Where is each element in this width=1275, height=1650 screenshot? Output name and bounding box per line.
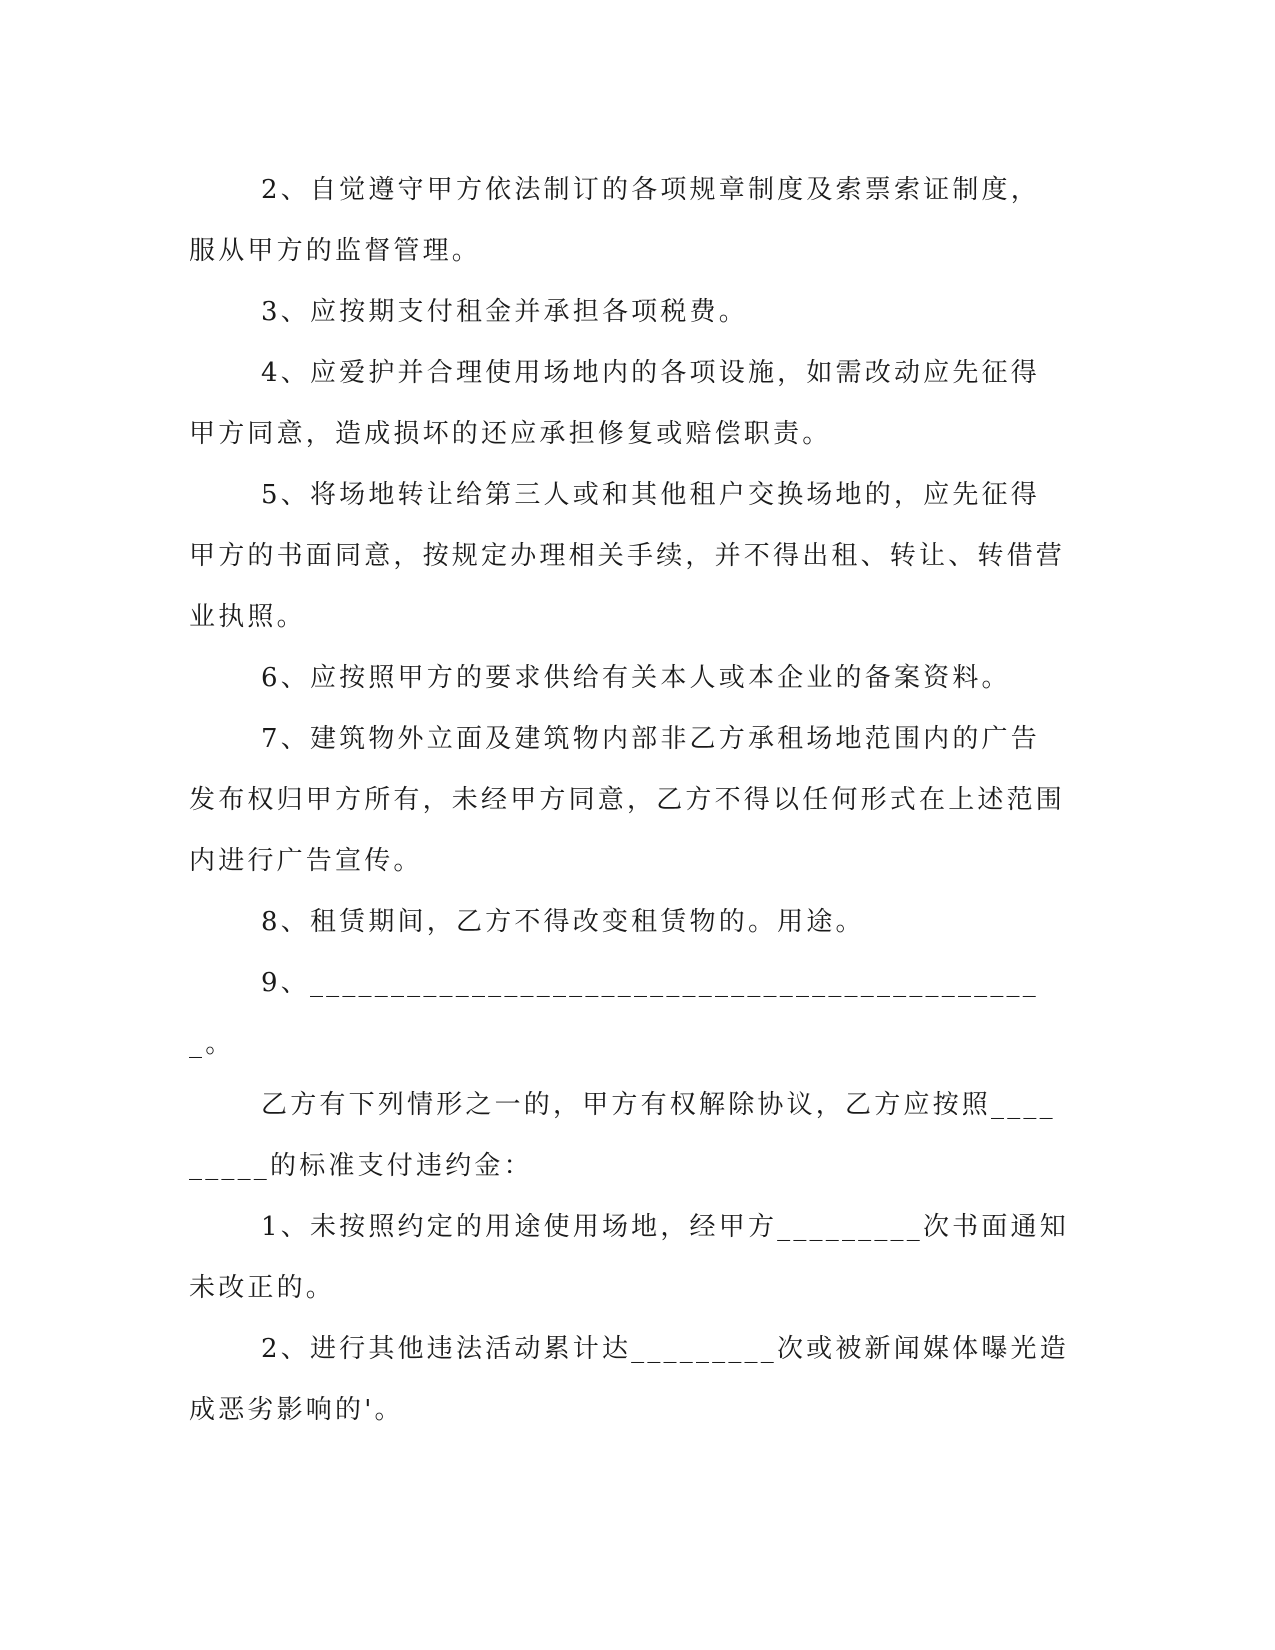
termination-item-1: 1、未按照约定的用途使用场地，经甲方_________次书面通知未改正的。: [189, 1212, 1069, 1303]
document-body: [189, 160, 1069, 1441]
termination-item-2: 2、进行其他违法活动累计达_________次或被新闻媒体曝光造成恶劣影响的'。: [189, 1334, 1069, 1425]
clause-5-transfer-site: 5、将场地转让给第三人或和其他租户交换场地的，应先征得甲方的书面同意，按规定办理相关手续，并不得出租、转让、转借营业执照。: [189, 480, 1066, 632]
clause-8-usage: 8、租赁期间，乙方不得改变租赁物的。用途。: [261, 907, 865, 937]
clause-2-obey-rules: 2、自觉遵守甲方依法制订的各项规章制度及索票索证制度，服从甲方的监督管理。: [189, 175, 1040, 266]
clause-6-filing-materials: 6、应按照甲方的要求供给有关本人或本企业的备案资料。: [261, 663, 1011, 693]
clause-4-protect-facilities: 4、应爱护并合理使用场地内的各项设施，如需改动应先征得甲方同意，造成损坏的还应承担修复或赔偿职责。: [189, 358, 1040, 449]
termination-intro: 乙方有下列情形之一的，甲方有权解除协议，乙方应按照_________的标准支付违约金：: [189, 1090, 1056, 1181]
clause-9-blank: 9、______________________________________________。: [189, 968, 1039, 1059]
clause-3-pay-rent: 3、应按期支付租金并承担各项税费。: [261, 297, 748, 327]
clause-7-advertising-rights: 7、建筑物外立面及建筑物内部非乙方承租场地范围内的广告发布权归甲方所有，未经甲方同意，乙方不得以任何形式在上述范围内进行广告宣传。: [189, 724, 1066, 876]
